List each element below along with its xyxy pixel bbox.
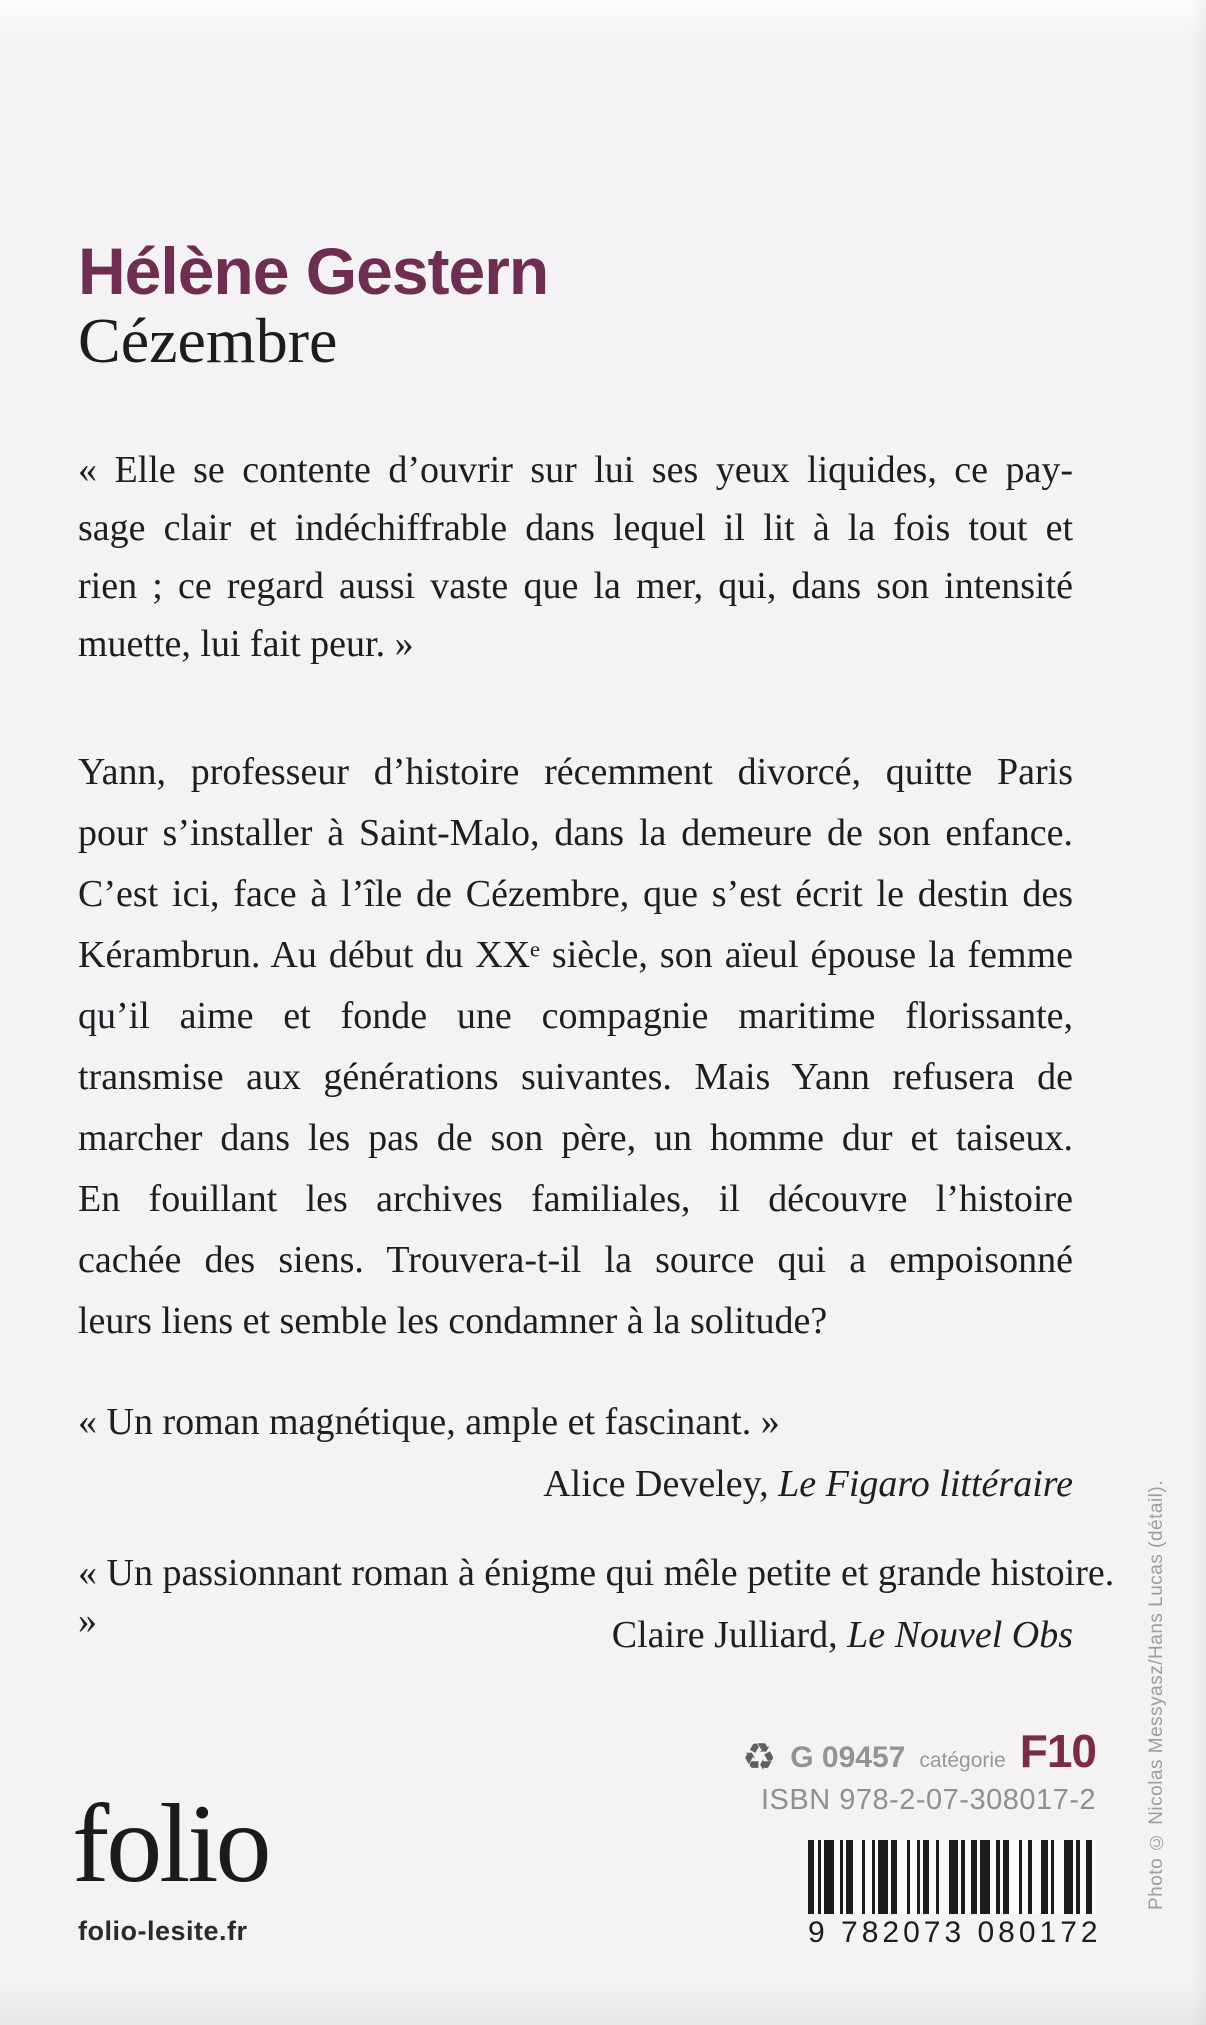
scan-right-edge-shadow: [1190, 0, 1206, 2025]
scan-bottom-shadow: [0, 1980, 1206, 2025]
catalog-row: [742, 1724, 1096, 1778]
triman-recycle-icon: ♻: [742, 1737, 777, 1779]
scan-top-highlight: [0, 0, 1206, 40]
reviewer-name: Alice Develey,: [543, 1463, 779, 1505]
review-source: Le Figaro littéraire: [778, 1463, 1073, 1505]
book-title: Cézembre: [78, 305, 338, 376]
catalog-code: G 09457: [790, 1741, 906, 1774]
category-label: catégorie: [919, 1749, 1006, 1772]
review-attribution-nouvel-obs: [78, 1613, 1073, 1657]
review-quote-nouvel-obs: « Un passionnant roman à énigme qui mêle petite et grande histoire. »: [78, 1552, 1115, 1642]
excerpt-quote: « Elle se contente d’ouvrir sur lui ses yeux liquides, ce pay- sage clair et indéchiffrable dans lequel il lit à la fois tout et rien ; ce regard aussi vaste que la mer, qui, dans son intensité muette, lui fait peur. »: [78, 449, 1073, 665]
author-name: Hélène Gestern: [78, 234, 549, 308]
synopsis-paragraph: Yann, professeur d’histoire récemment divorcé, quitte Paris pour s’installer à Saint-Malo, dans la demeure de son enfance. C’est ici, face à l’île de Cézembre, que s’est écrit le destin des Kérambrun. Au début du XXᵉ siècle, son aïeul épouse la femme qu’il aime et fonde une compagnie maritime florissante, transmise aux générations suivantes. Mais Yann refusera de marcher dans les pas de son père, un homme dur et taiseux. En fouillant les archives familiales, il découvre l’histoire cachée des siens. Trouvera-t-il la source qui a empoisonné leurs liens et semble les condamner à la solitude?: [78, 751, 1073, 1342]
publisher-website: folio-lesite.fr: [78, 1916, 248, 1946]
review-attribution-figaro: [78, 1462, 1073, 1506]
barcode-number: 9 782073 080172: [808, 1916, 1102, 1949]
barcode-block: [808, 1840, 1102, 1950]
review-source: Le Nouvel Obs: [847, 1614, 1073, 1656]
photo-credit: Photo © Nicolas Messyasz/Hans Lucas (détail).: [1146, 1480, 1167, 1910]
reviewer-name: Claire Julliard,: [611, 1614, 848, 1656]
isbn-number: ISBN 978-2-07-308017-2: [760, 1784, 1096, 1816]
category-code: F10: [1019, 1725, 1096, 1777]
barcode: [808, 1840, 1096, 1914]
review-quote-figaro: « Un roman magnétique, ample et fascinant. »: [78, 1401, 780, 1443]
publisher-logo: folio: [72, 1782, 269, 1906]
